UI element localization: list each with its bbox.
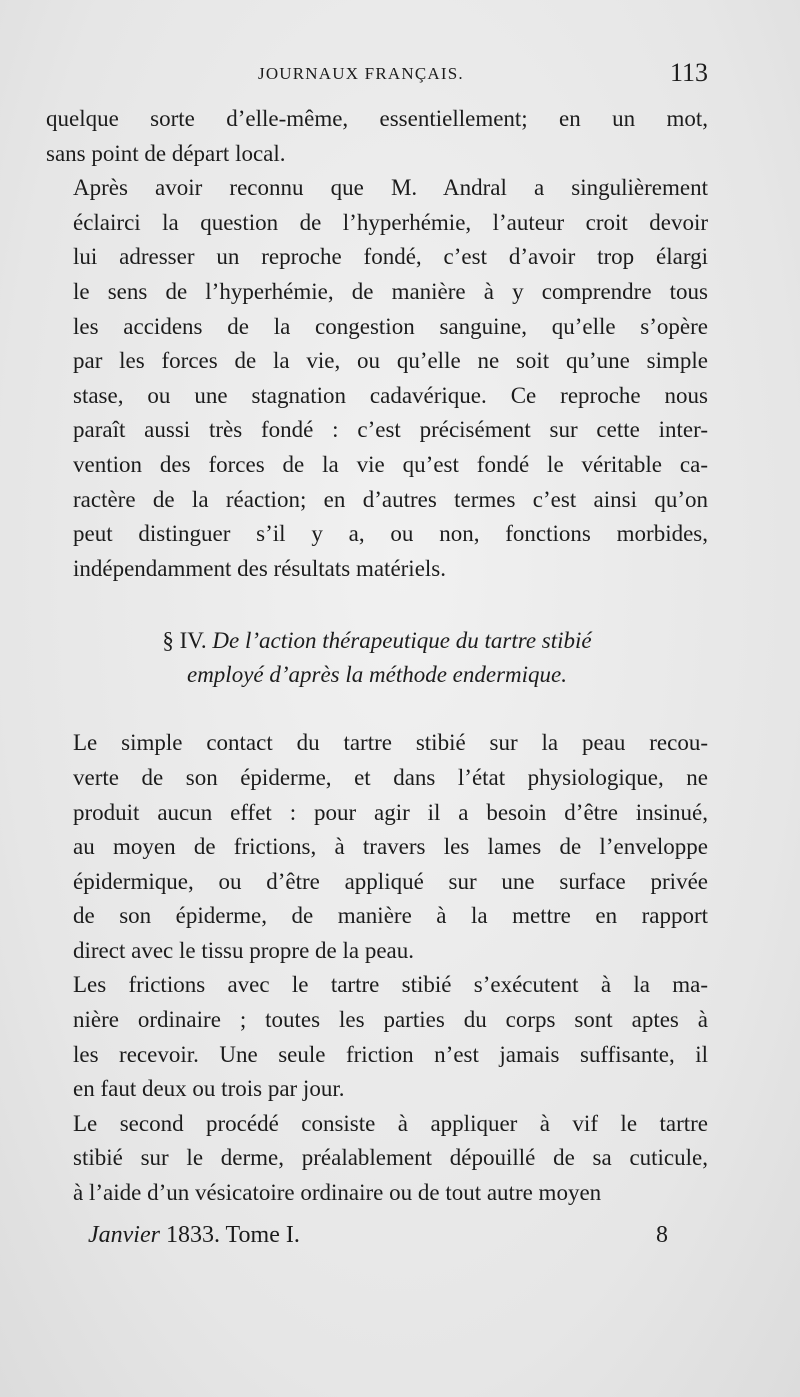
text-line: Le simple contact du tartre stibié sur la peau recou- <box>73 730 708 756</box>
page-header <box>0 58 800 90</box>
text-line: direct avec le tissu propre de la peau. <box>73 937 415 963</box>
text-line: au moyen de frictions, à travers les lames de l’enveloppe <box>73 834 708 860</box>
text-line: Le second procédé consiste à appliquer à vif le tartre <box>73 1110 708 1136</box>
text-line: les accidens de la congestion sanguine, qu’elle s’opère <box>73 313 708 339</box>
signature-year-volume: 1833. Tome I. <box>159 1222 300 1248</box>
section-title-line-1: De l’action thérapeutique du tartre stibié <box>212 628 592 654</box>
paragraph-frictions <box>46 968 708 1106</box>
text-line: peut distinguer s’il y a, ou non, fonctions morbides, <box>73 521 708 547</box>
text-line: nière ordinaire ; toutes les parties du corps sont aptes à <box>73 1007 708 1033</box>
text-line: par les forces de la vie, ou qu’elle ne soit qu’une simple <box>73 348 708 374</box>
text-line: paraît aussi très fondé : c’est précisément sur cette inter- <box>73 417 708 443</box>
text-line: quelque sorte d’elle-même, essentiellement; en un mot, <box>46 106 708 131</box>
text-line: lui adresser un reproche fondé, c’est d’avoir trop élargi <box>73 244 708 270</box>
text-line: le sens de l’hyperhémie, de manière à y comprendre tous <box>73 278 708 304</box>
page-number: 113 <box>670 58 709 87</box>
text-line: indépendamment des résultats matériels. <box>73 555 446 581</box>
signature-month: Janvier <box>88 1222 160 1248</box>
text-line: éclairci la question de l’hyperhémie, l’auteur croit devoir <box>73 209 708 235</box>
paragraph-second-procedure <box>46 1107 708 1211</box>
page-body <box>46 102 708 1211</box>
text-line: produit aucun effet : pour agir il a besoin d’être insinué, <box>73 799 708 825</box>
text-line: Après avoir reconnu que M. Andral a singulièrement <box>73 175 708 201</box>
text-line: à l’aide d’un vésicatoire ordinaire ou de tout autre moyen <box>73 1180 602 1206</box>
section-heading <box>46 624 708 692</box>
text-line: stase, ou une stagnation cadavérique. Ce reproche nous <box>73 382 708 408</box>
text-line: sans point de départ local. <box>46 140 286 166</box>
signature-mark: 8 <box>656 1222 668 1248</box>
printer-signature <box>88 1222 668 1262</box>
text-line: en faut deux ou trois par jour. <box>73 1076 345 1102</box>
text-line: Les frictions avec le tartre stibié s’exécutent à la ma- <box>73 972 708 998</box>
text-line: les recevoir. Une seule friction n’est jamais suffisante, il <box>73 1041 708 1067</box>
section-title-line-2: employé d’après la méthode endermique. <box>186 662 568 688</box>
text-line: ractère de la réaction; en d’autres termes c’est ainsi qu’on <box>73 486 708 512</box>
paragraph-andral <box>46 171 708 586</box>
text-line: vention des forces de la vie qu’est fondé le véritable ca- <box>73 451 708 477</box>
text-line: de son épiderme, de manière à la mettre en rapport <box>73 903 708 929</box>
text-line: verte de son épiderme, et dans l’état physiologique, ne <box>73 764 708 790</box>
paragraph-contact <box>46 726 708 968</box>
section-number: § IV. <box>162 628 207 654</box>
text-line: stibié sur le derme, préalablement dépouillé de sa cuticule, <box>73 1145 708 1171</box>
text-line: épidermique, ou d’être appliqué sur une surface privée <box>73 868 708 894</box>
paragraph-continuation <box>46 102 708 171</box>
running-title: JOURNAUX FRANÇAIS. <box>258 64 464 83</box>
